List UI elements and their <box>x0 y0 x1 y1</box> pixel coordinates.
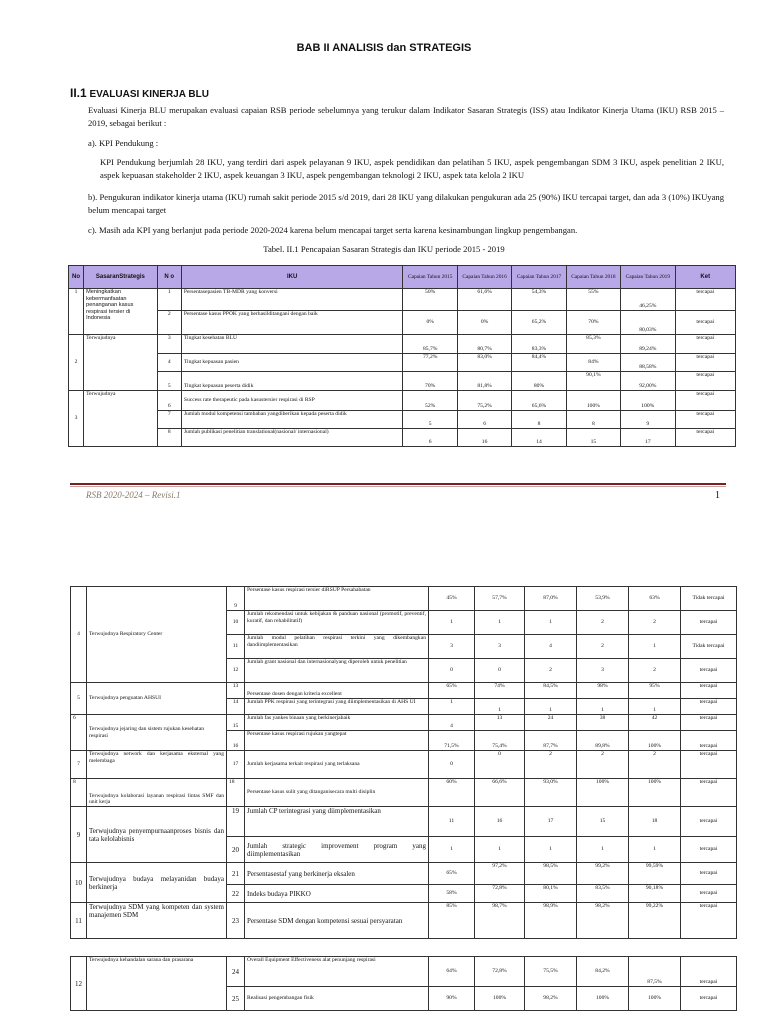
cell-value: 4 <box>525 635 577 659</box>
cell-value: 90,18% <box>629 885 681 903</box>
cell-value: 0% <box>403 311 457 335</box>
cell-ket: tercapai <box>675 354 735 372</box>
table-row <box>69 372 736 391</box>
section-heading <box>70 86 209 100</box>
cell-value: 1 <box>629 635 681 659</box>
table-row <box>69 391 736 411</box>
cell-iku: Tingkat kepuasan peserta didik <box>181 372 403 391</box>
section-title: EVALUASI KINERJA BLU <box>89 89 209 100</box>
cell-value: 99,22% <box>629 903 681 939</box>
cell-value: 98,2% <box>525 987 577 1011</box>
table-row <box>71 779 737 807</box>
cell-ket: tercapai <box>681 731 737 751</box>
cell-value: 1 <box>629 837 681 863</box>
cell-value: 54,3% <box>512 289 566 311</box>
cell-iku: Jumlah rekomendasi untuk kebijakan & panduan nasional (promotif, preventif, kuratif, dan rehabilitatif) <box>245 611 429 635</box>
page-number: 1 <box>715 490 720 501</box>
cell-ket: tercapai <box>681 837 737 863</box>
table-row <box>69 311 736 335</box>
cell-value: 2 <box>577 611 629 635</box>
table-row <box>71 715 737 731</box>
cell-value: 24 <box>525 715 577 731</box>
cell-ket: tercapai <box>681 903 737 939</box>
cell-value: 80,1% <box>525 885 577 903</box>
col-header: N o <box>157 266 181 289</box>
cell-ket: tercapai <box>675 429 735 447</box>
table-header-row <box>69 266 736 289</box>
cell-iku: Jumlah PPK respirasi yang terintegrasi yang diimplementasikan di AHS UI <box>245 699 429 715</box>
table-row <box>71 587 737 611</box>
cell-value: 83,5% <box>577 885 629 903</box>
cell-value: 90,1% <box>566 372 620 391</box>
cell-value: 5 <box>403 411 457 429</box>
cell-value: 17 <box>621 429 675 447</box>
cell-ket: tercapai <box>681 699 737 715</box>
col-header: SasaranStrategis <box>84 266 158 289</box>
cell-sasaran: Terwujudnya Respiratory Center <box>87 587 227 683</box>
cell-no: 1 <box>69 289 84 335</box>
cell-value: 98,2% <box>577 903 629 939</box>
cell-iku: Persentase kasus respirasi tersier diRSUP Persahabatan <box>245 587 429 611</box>
cell-no: 10 <box>71 863 87 903</box>
cell-value: 1 <box>429 611 475 635</box>
cell-value: 95% <box>629 683 681 699</box>
cell-value: 100% <box>629 987 681 1011</box>
cell-value: 88,58% <box>621 354 675 372</box>
cell-sasaran: Terwujudnya SDM yang kompeten dan system manajemen SDM <box>87 903 227 939</box>
cell-iku: Jumlah fas yankes binaan yang berkinerjabaik <box>245 715 429 731</box>
cell-sasaran: Terwujudnya kolaborasi layanan respirasi lintas SMF dan unit kerja <box>87 779 227 807</box>
cell-iku: Jumlah publikasi penelitian translational(nasional/ internasional) <box>181 429 403 447</box>
cell-value: 75,2% <box>457 391 511 411</box>
cell-iku: Persentase dosen dengan kriteria excellent <box>245 683 429 699</box>
cell-value: 13 <box>475 715 525 731</box>
cell-n: 11 <box>227 635 245 659</box>
cell-value: 38 <box>577 715 629 731</box>
cell-value: 65,6% <box>512 391 566 411</box>
cell-value: 8 <box>566 411 620 429</box>
cell-iku: Tingkat kesehatan BLU <box>181 335 403 354</box>
footer-rule <box>70 483 726 485</box>
footer-doc-label: RSB 2020-2024 – Revisi.1 <box>86 490 181 500</box>
intro-paragraph: Evaluasi Kinerja BLU merupakan evaluasi capaian RSB periode sebelumnya yang terukur dalam Indikator Sasaran Strategis (ISS) atau Indikator Kinerja Utama (IKU) RSB 2015 – 2019, sebagai berikut : <box>88 105 724 128</box>
table-row <box>69 335 736 354</box>
cell-value: 85,3% <box>566 335 620 354</box>
cell-n: 25 <box>227 987 245 1011</box>
cell-no: 4 <box>71 587 87 683</box>
cell-value: 74% <box>475 683 525 699</box>
cell-value: 100% <box>629 779 681 807</box>
cell-ket: tercapai <box>675 311 735 335</box>
cell-ket: tercapai <box>675 289 735 311</box>
cell-ket: Tidak tercapai <box>681 587 737 611</box>
col-header: IKU <box>181 266 403 289</box>
cell-ket: tercapai <box>681 611 737 635</box>
cell-value: 1 <box>577 837 629 863</box>
cell-value: 42 <box>629 715 681 731</box>
cell-value: 84,2% <box>577 957 629 987</box>
table-row <box>71 957 737 987</box>
cell-n: 2 <box>157 311 181 335</box>
cell-value: 87,5% <box>629 957 681 987</box>
cell-value: 85% <box>429 903 475 939</box>
cell-value: 0 <box>429 659 475 683</box>
footer-rule-thin <box>70 486 726 487</box>
cell-iku: Jumlah strategic improvement program yang diimplementasikan <box>245 837 429 863</box>
cell-n: 5 <box>157 372 181 391</box>
cell-n: 20 <box>227 837 245 863</box>
cell-n: 8 <box>157 429 181 447</box>
cell-value: 2 <box>629 751 681 779</box>
cell-value: 99,2% <box>577 863 629 885</box>
cell-n: 3 <box>157 335 181 354</box>
cell-value: 3 <box>475 635 525 659</box>
cell-value: 18 <box>629 807 681 837</box>
cell-value: 1 <box>429 837 475 863</box>
table-row <box>71 807 737 837</box>
cell-ket: tercapai <box>675 372 735 391</box>
cell-value: 16 <box>475 807 525 837</box>
cell-value: 89,24% <box>621 335 675 354</box>
cell-value: 1 <box>475 837 525 863</box>
cell-iku: Jumlah modul pelatihan respirasi terkini yang dikembangkan dandiimplementasikan <box>245 635 429 659</box>
point-a-text: KPI Pendukung berjumlah 28 IKU, yang terdiri dari aspek pelayanan 9 IKU, aspek pendidikan dan pelatihan 5 IKU, aspek pengembangan SDM 3 IKU, aspek penelitian 2 IKU, aspek kepuasan stakeholder 2 IKU, aspek keuangan 3 IKU, aspek pengembangan teknologi 2 IKU, aspek tata kelola 2 IKU <box>100 157 724 180</box>
cell-value: 65,2% <box>512 311 566 335</box>
cell-no: 3 <box>69 391 84 447</box>
cell-iku: Jumlah CP terintegrasi yang diimplementasikan <box>245 807 429 837</box>
cell-n: 18 <box>227 779 245 807</box>
col-header: Capaian Tahun 2019 <box>621 266 675 289</box>
cell-value: 72,8% <box>475 957 525 987</box>
cell-ket: tercapai <box>681 683 737 699</box>
col-header: Capaian Tahun 2017 <box>512 266 566 289</box>
cell-n: 14 <box>227 699 245 715</box>
cell-iku: Overall Equipment Effectiveness alat penunjang respirasi <box>245 957 429 987</box>
cell-value: 100% <box>629 731 681 751</box>
cell-sasaran: Terwujudnya <box>84 391 158 447</box>
cell-value: 100% <box>577 779 629 807</box>
cell-iku: Jumlah kerjasama terkait respirasi yang terlaksana <box>245 751 429 779</box>
cell-value: 100% <box>621 391 675 411</box>
cell-sasaran: Terwujudnya kehandalan sarana dan prasarana <box>87 957 227 1011</box>
cell-ket: Tidak tercapai <box>681 635 737 659</box>
cell-value: 57,7% <box>475 587 525 611</box>
cell-iku: Realisasi pengembangan fisik <box>245 987 429 1011</box>
cell-value: 60% <box>429 779 475 807</box>
cell-iku: Persentase kasus PPOK yang berhasilditangani dengan baik <box>181 311 403 335</box>
cell-value: 97,2% <box>475 863 525 885</box>
cell-value: 65% <box>429 863 475 885</box>
cell-value: 0 <box>475 659 525 683</box>
cell-value: 17 <box>525 807 577 837</box>
cell-n: 7 <box>157 411 181 429</box>
cell-value: 1 <box>475 611 525 635</box>
cell-value: 84% <box>566 354 620 372</box>
point-b-text: b). Pengukuran indikator kinerja utama (IKU) rumah sakit periode 2015 s/d 2019, dari 28 IKU yang dilakukan pengukuran ada 25 (90%) IKU tercapai target, dan ada 3 (10%) IKUyang belum mencapai target <box>88 192 724 215</box>
cell-sasaran: Terwujudnya penyempurnaanproses bisnis dan tata kelolabisnis <box>87 807 227 863</box>
cell-iku: Persentasepasien TB-MDR yang konversi <box>181 289 403 311</box>
cell-iku: Tingkat kepuasan pasien <box>181 354 403 372</box>
cell-iku: Persentase kasus sulit yang ditanganisecara multi disiplin <box>245 779 429 807</box>
cell-value: 87,0% <box>525 587 577 611</box>
table-row <box>71 903 737 939</box>
cell-sasaran: Meningkatkan kebermanfaatan penanganan kasus respirasi tersier di Indonesia <box>84 289 158 335</box>
cell-value: 98,9% <box>525 903 577 939</box>
table-row <box>69 289 736 311</box>
cell-ket: tercapai <box>675 391 735 411</box>
cell-value: 63% <box>629 587 681 611</box>
cell-value: 15 <box>577 807 629 837</box>
cell-n: 6 <box>157 391 181 411</box>
table-row <box>69 411 736 429</box>
cell-n: 22 <box>227 885 245 903</box>
cell-ket: tercapai <box>681 957 737 987</box>
cell-value: 4 <box>429 715 475 731</box>
cell-sasaran: Terwujudnya jejaring dan sistem rujukan kesehatan respirasi <box>87 715 227 751</box>
cell-value: 1 <box>629 699 681 715</box>
cell-iku: Jumlah grant nasional dan internasionalyang diperoleh untuk penelitian <box>245 659 429 683</box>
cell-n: 24 <box>227 957 245 987</box>
cell-value: 77,2% <box>403 354 457 372</box>
table-row <box>71 751 737 779</box>
cell-value: 3 <box>577 659 629 683</box>
cell-value: 2 <box>629 611 681 635</box>
table-kpi-part2 <box>70 586 737 939</box>
col-header: Capaian Tahun 2018 <box>566 266 620 289</box>
cell-value: 16 <box>457 429 511 447</box>
table-row <box>69 429 736 447</box>
cell-value: 1 <box>429 699 475 715</box>
cell-n: 12 <box>227 659 245 683</box>
cell-value: 9 <box>621 411 675 429</box>
cell-value: 2 <box>525 751 577 779</box>
cell-value: 83,3% <box>512 335 566 354</box>
cell-value: 53,9% <box>577 587 629 611</box>
cell-no: 7 <box>71 751 87 779</box>
cell-value: 99,59% <box>629 863 681 885</box>
cell-value: 93,0% <box>525 779 577 807</box>
cell-value: 1 <box>525 837 577 863</box>
cell-value: 2 <box>629 659 681 683</box>
cell-no: 2 <box>69 335 84 391</box>
cell-value: 72,8% <box>475 885 525 903</box>
cell-value: 80% <box>512 372 566 391</box>
cell-value: 6 <box>457 411 511 429</box>
cell-value: 80,03% <box>621 311 675 335</box>
cell-value: 2 <box>577 635 629 659</box>
cell-n: 1 <box>157 289 181 311</box>
cell-sasaran: Terwujudnya <box>84 335 158 391</box>
table-row <box>71 863 737 885</box>
cell-iku: Success rate therapeutic pada kasustersier respirasi di RSP <box>181 391 403 411</box>
cell-value: 70% <box>403 372 457 391</box>
cell-value: 58% <box>429 885 475 903</box>
cell-no: 5 <box>71 683 87 715</box>
cell-value: 50% <box>403 289 457 311</box>
cell-ket: tercapai <box>681 779 737 807</box>
cell-n: 16 <box>227 731 245 751</box>
cell-iku: Persentase SDM dengan kompetensi sesuai persyaratan <box>245 903 429 939</box>
chapter-title: BAB II ANALISIS dan STRATEGIS <box>296 42 472 54</box>
cell-value: 98% <box>577 683 629 699</box>
cell-n: 21 <box>227 863 245 885</box>
cell-ket: tercapai <box>675 411 735 429</box>
col-header: Capaian Tahun 2016 <box>457 266 511 289</box>
cell-value: 0 <box>429 751 475 779</box>
cell-value: 1 <box>525 611 577 635</box>
cell-n: 23 <box>227 903 245 939</box>
cell-value: 1 <box>525 699 577 715</box>
cell-value: 0 <box>475 751 525 779</box>
cell-value: 87,7% <box>525 731 577 751</box>
cell-n: 10 <box>227 611 245 635</box>
cell-ket: tercapai <box>681 807 737 837</box>
cell-sasaran: Terwujudnya penguatan AHSUI <box>87 683 227 715</box>
cell-value: 66,6% <box>475 779 525 807</box>
cell-value: 61,6% <box>457 289 511 311</box>
cell-value: 75,5% <box>525 957 577 987</box>
cell-value: 81,8% <box>457 372 511 391</box>
cell-value: 45% <box>429 587 475 611</box>
cell-n: 13 <box>227 683 245 699</box>
table-row <box>69 354 736 372</box>
col-header: Capaian Tahun 2015 <box>403 266 457 289</box>
point-c-text: c). Masih ada KPI yang berlanjut pada periode 2020-2024 karena belum mencapai target serta karena kesinambungan lingkup pengembangan. <box>88 225 578 235</box>
point-a-label: a). KPI Pendukung : <box>88 138 159 148</box>
table-row <box>71 683 737 699</box>
cell-iku: Persentase kasus respirasi rujukan yangtepat <box>245 731 429 751</box>
cell-iku: Jumlah modul kompetensi tambahan yangdiberikan kepada peserta didik <box>181 411 403 429</box>
cell-value: 98,5% <box>525 863 577 885</box>
cell-ket: tercapai <box>681 751 737 779</box>
cell-value: 1 <box>577 699 629 715</box>
cell-value: 98,7% <box>475 903 525 939</box>
col-header: Ket <box>675 266 735 289</box>
cell-n: 9 <box>227 587 245 611</box>
cell-value: 65% <box>429 683 475 699</box>
cell-ket: tercapai <box>681 863 737 885</box>
cell-iku: Indeks budaya PIKKO <box>245 885 429 903</box>
cell-value: 11 <box>429 807 475 837</box>
cell-value: 84,4% <box>512 354 566 372</box>
cell-n: 15 <box>227 715 245 731</box>
cell-value: 90% <box>429 987 475 1011</box>
cell-value: 84,5% <box>525 683 577 699</box>
cell-value: 2 <box>525 659 577 683</box>
table-kpi-part1 <box>68 265 736 447</box>
cell-sasaran: Terwujudnya network dan kerjasama eksternal yang melembaga <box>87 751 227 779</box>
cell-no: 9 <box>71 807 87 863</box>
cell-value: 100% <box>475 987 525 1011</box>
cell-value: 8 <box>512 411 566 429</box>
cell-n: 17 <box>227 751 245 779</box>
cell-ket: tercapai <box>681 987 737 1011</box>
cell-value: 6 <box>403 429 457 447</box>
cell-value: 3 <box>429 635 475 659</box>
cell-ket: tercapai <box>681 885 737 903</box>
cell-ket: tercapai <box>681 659 737 683</box>
cell-ket: tercapai <box>681 715 737 731</box>
cell-value: 2 <box>577 751 629 779</box>
cell-value: 0% <box>457 311 511 335</box>
cell-value: 70% <box>566 311 620 335</box>
section-number: II.1 <box>70 86 87 100</box>
cell-value: 71,5% <box>429 731 475 751</box>
cell-value: 100% <box>566 391 620 411</box>
col-header: No <box>69 266 84 289</box>
cell-value: 100% <box>577 987 629 1011</box>
cell-value: 80,7% <box>457 335 511 354</box>
cell-value: 1 <box>475 699 525 715</box>
cell-value: 85,7% <box>403 335 457 354</box>
cell-ket: tercapai <box>675 335 735 354</box>
table-kpi-part3 <box>70 956 737 1011</box>
cell-value: 14 <box>512 429 566 447</box>
cell-no: 12 <box>71 957 87 1011</box>
cell-value: 75,4% <box>475 731 525 751</box>
cell-no: 6 <box>71 715 87 751</box>
table-caption: Tabel. II.1 Pencapaian Sasaran Strategis dan IKU periode 2015 - 2019 <box>263 244 505 254</box>
cell-value: 89,8% <box>577 731 629 751</box>
cell-value: 64% <box>429 957 475 987</box>
cell-value: 92,00% <box>621 372 675 391</box>
cell-value: 55% <box>566 289 620 311</box>
cell-iku: Persentasestaf yang berkinerja eksalen <box>245 863 429 885</box>
cell-value: 46,25% <box>621 289 675 311</box>
cell-no: 8 <box>71 779 87 807</box>
cell-n: 19 <box>227 807 245 837</box>
cell-sasaran: Terwujudnya budaya melayanidan budaya berkinerja <box>87 863 227 903</box>
cell-value: 52% <box>403 391 457 411</box>
cell-value: 15 <box>566 429 620 447</box>
cell-no: 11 <box>71 903 87 939</box>
cell-n: 4 <box>157 354 181 372</box>
cell-value: 83,0% <box>457 354 511 372</box>
